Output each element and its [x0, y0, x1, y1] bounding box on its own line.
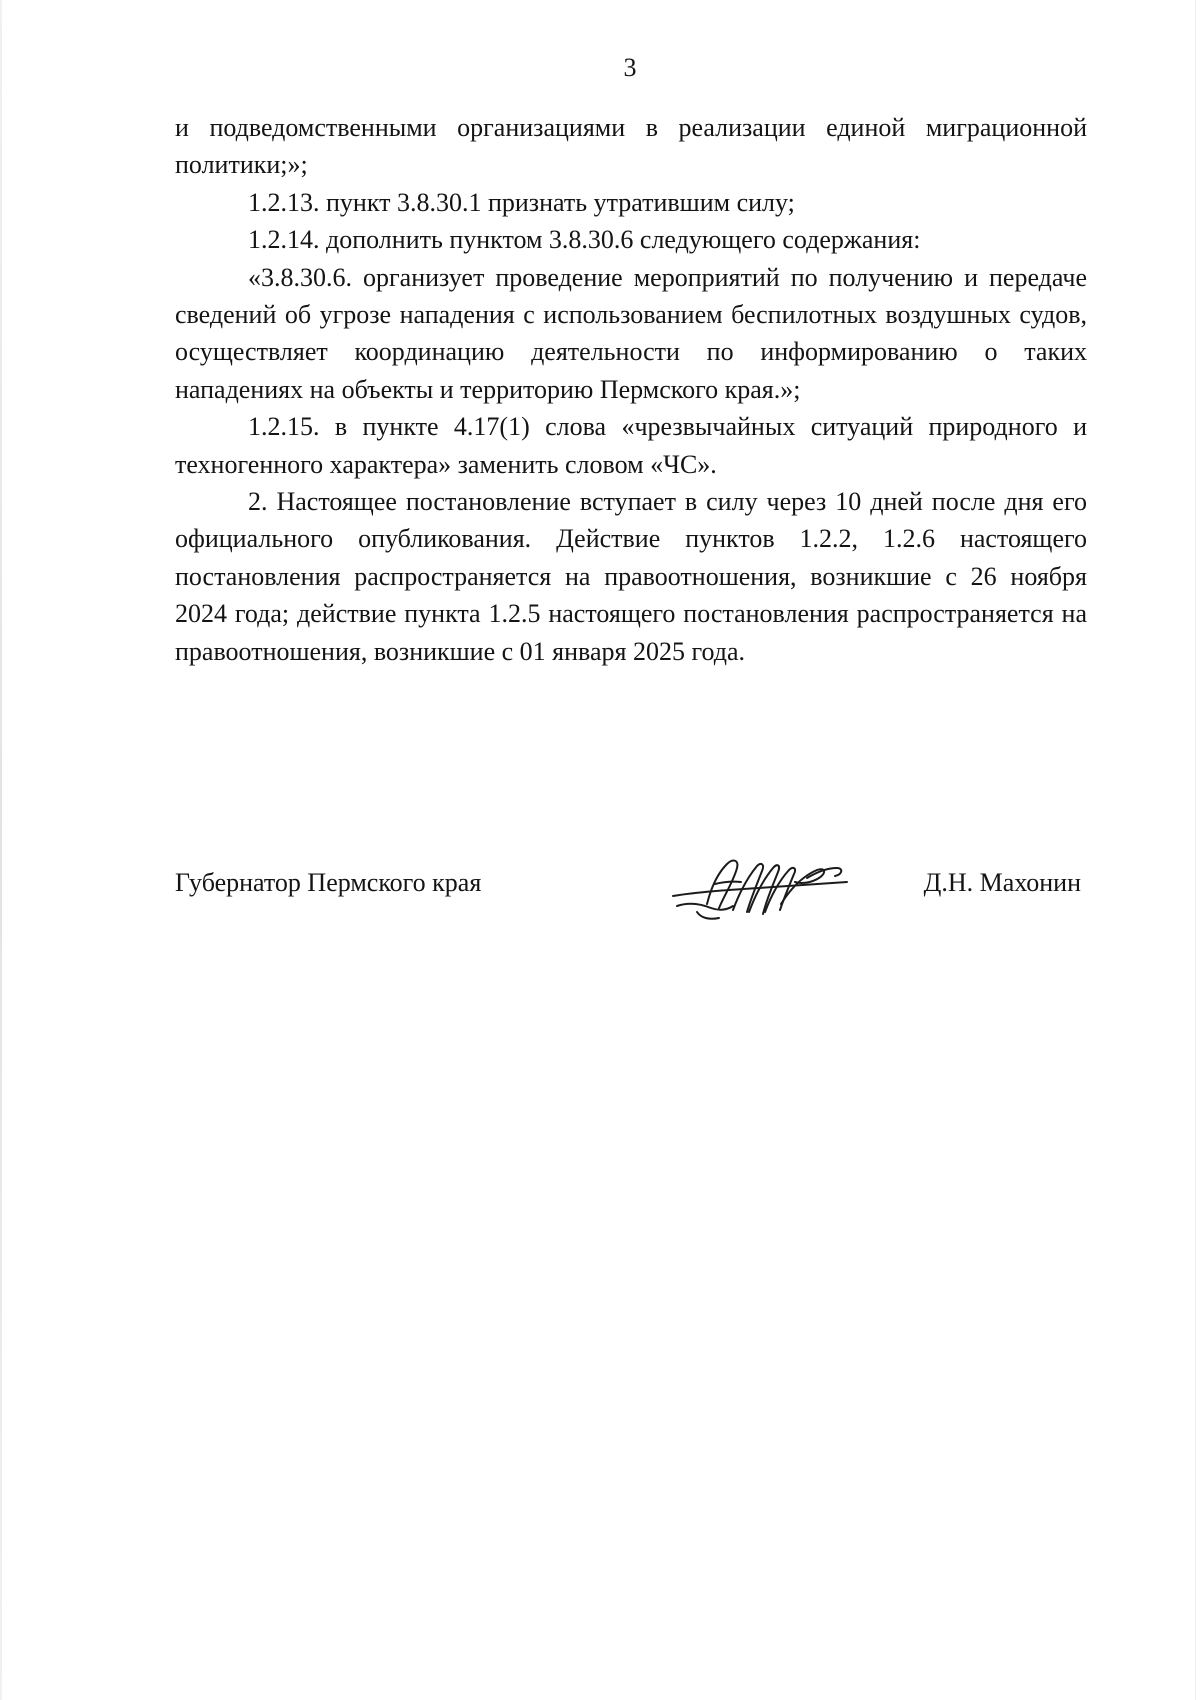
paragraph-continuation: и подведомственными организациями в реализации единой миграционной политики;»; [175, 113, 1087, 180]
scan-edge-right [1195, 0, 1196, 1700]
scan-edge-left [0, 0, 2, 1700]
paragraph-1-2-15: 1.2.15. в пункте 4.17(1) слова «чрезвычайных ситуаций природного и техногенного характера» заменить словом «ЧС». [175, 412, 1087, 479]
document-body [175, 109, 1087, 670]
paragraph-1-2-14: 1.2.14. дополнить пунктом 3.8.30.6 следующего содержания: [248, 225, 921, 255]
signatory-name: Д.Н. Махонин [923, 868, 1081, 897]
paragraph-3-8-30-6: «3.8.30.6. организует проведение мероприятий по получению и передаче сведений об угрозе нападения с использованием беспилотных воздушных судов, осуществляет координацию деятельности по информированию о таких нападениях на объекты и территорию Пермского края.»; [175, 262, 1087, 404]
signature-block [175, 868, 1087, 928]
handwritten-signature [667, 838, 852, 930]
page-number: 3 [623, 53, 637, 82]
signatory-title: Губернатор Пермского края [175, 868, 482, 897]
paragraph-2: 2. Настоящее постановление вступает в силу через 10 дней после дня его официального опубликования. Действие пунктов 1.2.2, 1.2.6 настоящего постановления распространяется на правоотношения, возникшие с 26 ноября 2024 года; действие пункта 1.2.5 настоящего постановления распространяется на правоотношения, возникшие с 01 января 2025 года. [175, 487, 1087, 666]
paragraph-1-2-13: 1.2.13. пункт 3.8.30.1 признать утратившим силу; [248, 187, 795, 217]
